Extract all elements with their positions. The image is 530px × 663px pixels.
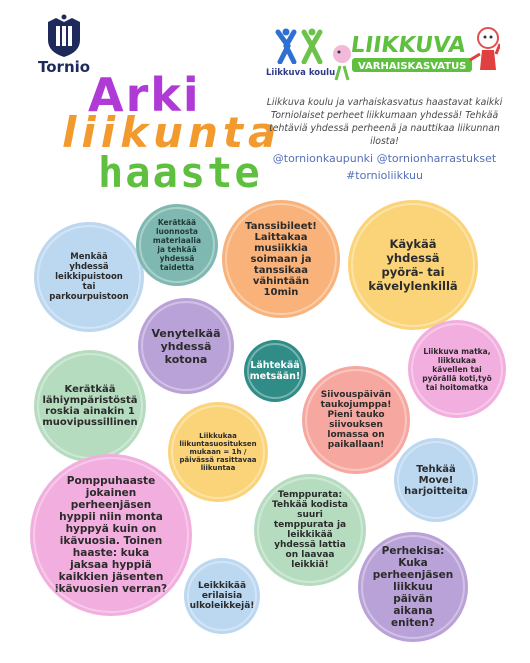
social-hashtag[interactable]: #tornioliikkuu bbox=[346, 169, 423, 182]
challenge-jump bbox=[30, 454, 192, 616]
challenge-text: Tehkää Move! harjoitteita bbox=[404, 463, 468, 497]
challenge-playground bbox=[34, 222, 144, 332]
challenge-text: Lähtekää metsään! bbox=[249, 360, 301, 382]
challenge-text: Kerätkää luonnosta materiaalia ja tehkää yhdessä taidetta bbox=[152, 218, 202, 272]
challenge-move-exercises bbox=[394, 438, 478, 522]
challenge-text: Temppurata: Tehkää kodista suuri temppurata ja leikkikää yhdessä lattia on laavaa leikkiä! bbox=[272, 490, 348, 570]
social-handles-accounts[interactable]: @tornionkaupunki @tornionharrastukset bbox=[272, 152, 497, 165]
challenge-activity-recommendation bbox=[168, 402, 268, 502]
liikkuva-varhaiskasvatus-logo bbox=[330, 24, 500, 84]
challenge-text: Perhekisa: Kuka perheenjäsen liikkuu päivän aikana eniten? bbox=[372, 545, 454, 629]
challenge-obstacle-course bbox=[254, 474, 366, 586]
challenge-litter-pick bbox=[34, 350, 146, 462]
challenge-text: Pomppuhaaste jokainen perheenjäsen hyppii niin monta hyppyä kuin on ikävuosia. Toinen haaste: kuka jaksaa hyppiä kaikkien jäsenten ikävuosien verran? bbox=[54, 475, 168, 595]
tornio-logo-text: Tornio bbox=[38, 58, 91, 76]
tornio-crest-icon bbox=[44, 14, 84, 58]
title-line-haaste: haaste bbox=[98, 148, 262, 197]
challenge-text: Tanssibileet! Laittakaa musiikkia soimaan ja tanssikaa vähintään 10min bbox=[245, 220, 317, 298]
challenge-text: Kerätkää lähiympäristöstä roskia ainakin 1 muovipussillinen bbox=[42, 384, 138, 428]
challenge-dance-party bbox=[222, 200, 340, 318]
intro-text: Liikkuva koulu ja varhaiskasvatus haastavat kaikki Torniolaiset perheet liikkumaan yhdessä! Tehkää tehtäviä yhdessä perheenä ja nauttikaa liikunnan ilosta! bbox=[266, 97, 503, 147]
svg-text:VARHAISKASVATUS: VARHAISKASVATUS bbox=[358, 61, 467, 72]
liikkuva-koulu-label: Liikkuva koulu bbox=[266, 68, 336, 78]
challenge-nature-art bbox=[136, 204, 218, 286]
challenge-text: Liikkukaa liikuntasuosituksen mukaan = 1h / päivässä rasittavaa liikuntaa bbox=[179, 432, 257, 472]
challenge-forest bbox=[244, 340, 306, 402]
challenge-cleaning-break bbox=[302, 366, 410, 474]
challenge-active-commute bbox=[408, 320, 506, 418]
challenge-outdoor-games bbox=[184, 558, 260, 634]
svg-text:LIIKKUVA: LIIKKUVA bbox=[349, 32, 468, 58]
challenge-bike-walk bbox=[348, 200, 478, 330]
social-handles bbox=[262, 150, 507, 184]
challenge-text: Menkää yhdessä leikkipuistoon tai parkourpuistoon bbox=[49, 252, 129, 302]
title-line-liikunta: liikunta bbox=[62, 108, 282, 157]
challenge-text: Käykää yhdessä pyörä- tai kävelylenkillä bbox=[368, 237, 458, 293]
title-line-arki: Arki bbox=[88, 68, 201, 122]
challenge-text: Liikkuva matka, liikkukaa kävellen tai pyörällä koti,työ tai hoitomatka bbox=[422, 346, 492, 392]
challenge-text: Leikkikää erilaisia ulkoleikkejä! bbox=[189, 581, 255, 611]
challenge-text: Venytelkää yhdessä kotona bbox=[151, 326, 221, 366]
challenge-stretching bbox=[138, 298, 234, 394]
challenge-text: Siivouspäivän taukojumppa! Pieni tauko siivouksen lomassa on paikallaan! bbox=[320, 390, 392, 450]
challenge-family-competition bbox=[358, 532, 468, 642]
liikkuva-koulu-icon bbox=[270, 28, 328, 64]
